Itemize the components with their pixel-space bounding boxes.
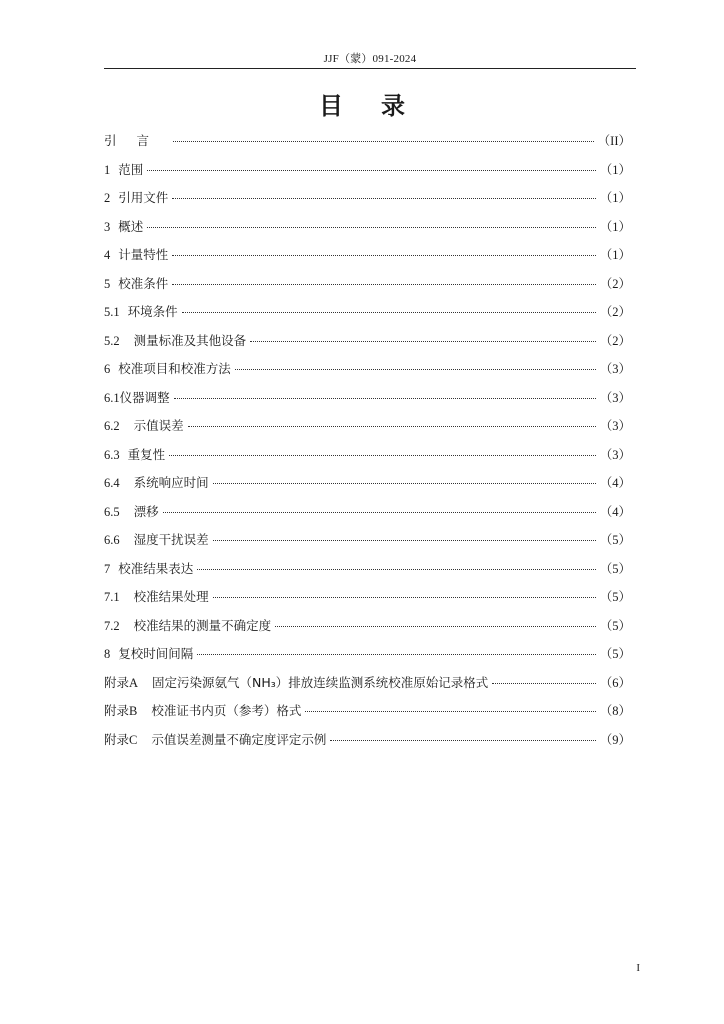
table-of-contents	[104, 131, 631, 758]
toc-entry-label	[104, 701, 301, 721]
dot-leader	[492, 683, 595, 684]
toc-entry-text: 仪器调整	[119, 389, 170, 405]
dot-leader	[172, 198, 595, 199]
toc-entry-label	[104, 274, 168, 294]
toc-entry[interactable]	[104, 188, 631, 217]
toc-entry-label	[104, 245, 168, 265]
toc-entry[interactable]	[104, 131, 631, 160]
toc-entry[interactable]	[104, 217, 631, 246]
dot-leader	[173, 141, 594, 142]
dot-leader	[169, 455, 596, 456]
toc-entry-label	[104, 445, 165, 465]
toc-entry[interactable]	[104, 388, 631, 417]
toc-entry-page: （6）	[599, 675, 631, 690]
toc-entry-text: 复校时间间隔	[118, 646, 194, 661]
toc-entry[interactable]	[104, 416, 631, 445]
toc-entry-page: （8）	[599, 704, 631, 718]
toc-entry-label	[104, 302, 178, 322]
toc-entry-page: （1）	[599, 162, 631, 177]
toc-entry-label	[104, 217, 143, 237]
toc-entry[interactable]	[104, 559, 631, 588]
toc-entry-number: 6.3	[104, 447, 120, 462]
toc-entry-number: 5	[104, 276, 111, 291]
toc-entry[interactable]	[104, 644, 631, 673]
toc-entry[interactable]	[104, 331, 631, 360]
toc-entry-page: （II）	[597, 134, 631, 148]
dot-leader	[188, 426, 596, 427]
toc-entry-text: 校准证书内页（参考）格式	[151, 703, 302, 718]
toc-entry-label	[104, 188, 168, 208]
toc-entry-label	[104, 388, 170, 408]
dot-leader	[147, 170, 595, 171]
toc-entry-text: 概述	[118, 218, 144, 234]
toc-entry-number: 3	[104, 219, 111, 234]
toc-entry-page: （5）	[599, 590, 631, 604]
toc-entry-number: 附录C	[104, 732, 138, 747]
dot-leader	[182, 312, 596, 313]
toc-entry-number: 7	[104, 561, 111, 576]
toc-entry-number: 附录B	[104, 704, 138, 718]
toc-entry-text: 计量特性	[118, 247, 169, 262]
toc-entry-text: 示值误差	[133, 418, 184, 433]
dot-leader	[275, 626, 596, 627]
toc-entry[interactable]	[104, 160, 631, 189]
toc-entry[interactable]	[104, 616, 631, 645]
toc-entry-label	[104, 587, 209, 607]
dot-leader	[213, 597, 596, 598]
toc-entry-number: 4	[104, 248, 111, 262]
toc-entry[interactable]	[104, 302, 631, 331]
toc-entry-label	[104, 673, 488, 693]
toc-entry-text: 示值误差测量不确定度评定示例	[151, 731, 327, 747]
dot-leader	[147, 227, 595, 228]
dot-leader	[174, 398, 596, 399]
toc-entry-page: （1）	[599, 191, 631, 205]
dot-leader	[163, 512, 596, 513]
toc-entry-number: 5.1	[104, 305, 120, 319]
toc-entry-label	[104, 416, 184, 436]
toc-entry-text: 系统响应时间	[133, 475, 209, 490]
toc-entry-page: （3）	[599, 447, 631, 462]
toc-entry-page: （3）	[599, 362, 631, 376]
toc-entry-number: 7.2	[104, 618, 120, 633]
toc-entry-number: 5.2	[104, 333, 120, 348]
toc-entry-number: 6.2	[104, 419, 120, 433]
toc-entry[interactable]	[104, 673, 631, 702]
dot-leader	[250, 341, 596, 342]
toc-entry-text: 引用文件	[118, 190, 169, 205]
document-code-header: JJF（蒙）091-2024	[323, 53, 417, 65]
toc-entry-text: 校准项目和校准方法	[118, 361, 231, 376]
toc-entry[interactable]	[104, 473, 631, 502]
toc-entry-label	[104, 359, 231, 379]
dot-leader	[330, 740, 595, 741]
toc-entry-page: （2）	[599, 333, 631, 348]
toc-entry[interactable]	[104, 530, 631, 559]
dot-leader	[213, 483, 596, 484]
toc-entry-text: 校准结果处理	[133, 589, 209, 604]
dot-leader	[172, 284, 595, 285]
toc-entry-number: 附录A	[104, 675, 139, 690]
toc-entry-text: 引言	[104, 133, 170, 148]
toc-entry-page: （5）	[599, 533, 631, 547]
toc-entry[interactable]	[104, 701, 631, 730]
toc-entry-text: 漂移	[133, 503, 159, 519]
dot-leader	[235, 369, 596, 370]
toc-entry-text: 范围	[118, 161, 144, 177]
toc-entry-label	[104, 473, 209, 493]
dot-leader	[213, 540, 596, 541]
toc-entry-text: 校准条件	[118, 275, 169, 291]
header-divider	[104, 68, 636, 69]
toc-entry-text: 环境条件	[127, 304, 178, 319]
toc-entry-number: 6.6	[104, 533, 120, 547]
toc-entry-page: （5）	[599, 647, 631, 661]
toc-entry-page: （5）	[599, 561, 631, 576]
toc-entry-label	[104, 616, 271, 636]
toc-entry-label	[104, 502, 159, 522]
toc-entry-page: （2）	[599, 305, 631, 319]
dot-leader	[197, 654, 595, 655]
toc-entry-text: 测量标准及其他设备	[133, 332, 247, 348]
toc-entry-number: 6.4	[104, 476, 120, 490]
toc-entry-number: 8	[104, 647, 111, 661]
toc-entry-label	[104, 331, 246, 351]
toc-entry-label	[104, 131, 169, 151]
toc-entry-number: 1	[104, 162, 111, 177]
toc-entry[interactable]	[104, 359, 631, 388]
toc-entry-number: 2	[104, 191, 111, 205]
toc-entry-label	[104, 730, 326, 750]
toc-entry-page: （1）	[599, 248, 631, 262]
toc-title: 目录	[319, 92, 443, 120]
toc-entry-number: 6.5	[104, 504, 120, 519]
toc-entry-text: 固定污染源氨气（NH₃）排放连续监测系统校准原始记录格式	[152, 674, 489, 690]
toc-entry-label	[104, 160, 143, 180]
toc-entry[interactable]	[104, 245, 631, 274]
toc-entry-label	[104, 530, 209, 550]
toc-entry[interactable]	[104, 587, 631, 616]
toc-entry-page: （9）	[599, 732, 631, 747]
toc-entry-label	[104, 644, 193, 664]
toc-entry-number: 6	[104, 362, 111, 376]
toc-entry-text: 重复性	[127, 446, 166, 462]
toc-entry[interactable]	[104, 445, 631, 474]
toc-entry-page: （1）	[599, 219, 631, 234]
toc-entry[interactable]	[104, 502, 631, 531]
toc-entry[interactable]	[104, 730, 631, 759]
toc-entry-text: 校准结果表达	[118, 560, 194, 576]
toc-entry-page: （3）	[599, 419, 631, 433]
dot-leader	[172, 255, 595, 256]
toc-entry-text: 湿度干扰误差	[133, 532, 209, 547]
toc-entry-page: （5）	[599, 618, 631, 633]
toc-entry-page: （3）	[599, 390, 631, 405]
toc-entry[interactable]	[104, 274, 631, 303]
toc-entry-label	[104, 559, 193, 579]
dot-leader	[197, 569, 595, 570]
page-number: I	[636, 962, 640, 974]
toc-entry-text: 校准结果的测量不确定度	[133, 617, 272, 633]
toc-entry-page: （4）	[599, 476, 631, 490]
toc-entry-page: （4）	[599, 504, 631, 519]
toc-entry-page: （2）	[599, 276, 631, 291]
toc-entry-number: 6.1	[104, 390, 120, 405]
toc-entry-number: 7.1	[104, 590, 120, 604]
dot-leader	[305, 711, 595, 712]
